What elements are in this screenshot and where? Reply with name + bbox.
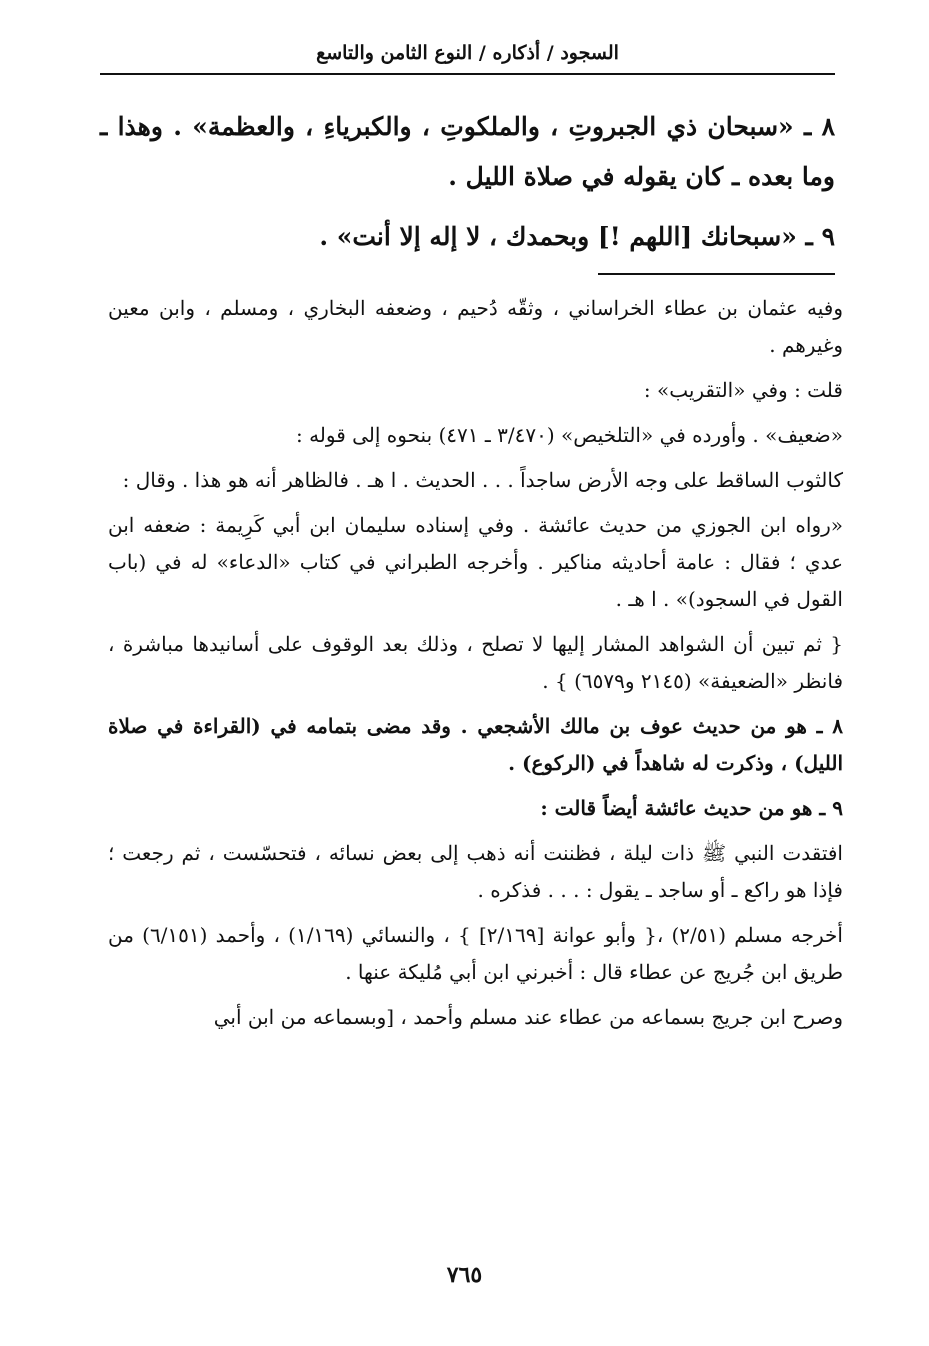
note-paragraph: { ثم تبين أن الشواهد المشار إليها لا تصلح ، وذلك بعد الوقوف على أسانيدها مباشرة ، فانظر «الضعيفة» (٢١٤٥ و٦٥٧٩) } .	[108, 632, 843, 693]
note-paragraph: «ضعيف» . وأورده في «التلخيص» (٣/٤٧٠ ـ ٤٧١) بنحوه إلى قوله :	[295, 423, 843, 447]
note-paragraph: أخرجه مسلم (٢/٥١) ،{ وأبو عوانة [٢/١٦٩] } ، والنسائي (١/١٦٩) ، وأحمد (٦/١٥١) من طريق ابن جُريج عن عطاء قال : أخبرني ابن أبي مُليكة عنها .	[108, 923, 843, 984]
note-paragraph: وفيه عثمان بن عطاء الخراساني ، وثقّه دُحيم ، وضعفه البخاري ، ومسلم ، وابن معين وغيرهم .	[108, 296, 843, 357]
note-paragraph: افتقدت النبي ﷺ ذات ليلة ، فظننت أنه ذهب إلى بعض نسائه ، فتحسّست ، ثم رجعت ؛ فإذا هو راكع ـ أو ساجد ـ يقول : . . . فذكره .	[108, 841, 843, 902]
footnote-separator	[598, 273, 835, 275]
header-rule	[100, 73, 835, 75]
note-paragraph: وصرح ابن جريج بسماعه من عطاء عند مسلم وأحمد ، [وبسماعه من ابن أبي	[213, 1005, 843, 1029]
note-8: ٨ ـ هو من حديث عوف بن مالك الأشجعي . وقد مضى بتمامه في (القراءة في صلاة الليل) ، وذكرت له شاهداً في (الركوع) .	[108, 714, 843, 775]
note-paragraph: كالثوب الساقط على وجه الأرض ساجداً . . . الحديث . ا هـ . فالظاهر أنه هو هذا . وقال :	[122, 468, 843, 492]
note-paragraph: «رواه ابن الجوزي من حديث عائشة . وفي إسناده سليمان ابن أبي كَرِيمة : ضعفه ابن عدي ؛ فقال : عامة أحاديثه مناكير . وأخرجه الطبراني في كتاب «الدعاء» له في (باب القول في السجود)» . ا هـ .	[108, 513, 844, 611]
note-paragraph: قلت : وفي «التقريب» :	[643, 378, 843, 402]
running-header: السجود / أذكاره / النوع الثامن والتاسع	[316, 42, 619, 64]
main-item-9: ٩ ـ «سبحانك [اللهم !] وبحمدك ، لا إله إلا أنت» .	[319, 222, 835, 251]
footnotes	[108, 290, 843, 1044]
page-number: ٧٦٥	[446, 1262, 483, 1288]
note-9-heading: ٩ ـ هو من حديث عائشة أيضاً قالت :	[540, 796, 843, 820]
main-text	[100, 102, 835, 272]
main-item-8: ٨ ـ «سبحان ذي الجبروتِ ، والملكوتِ ، والكبرياءِ ، والعظمة» . وهذا ـ وما بعده ـ كان يقوله في صلاة الليل .	[100, 112, 835, 191]
